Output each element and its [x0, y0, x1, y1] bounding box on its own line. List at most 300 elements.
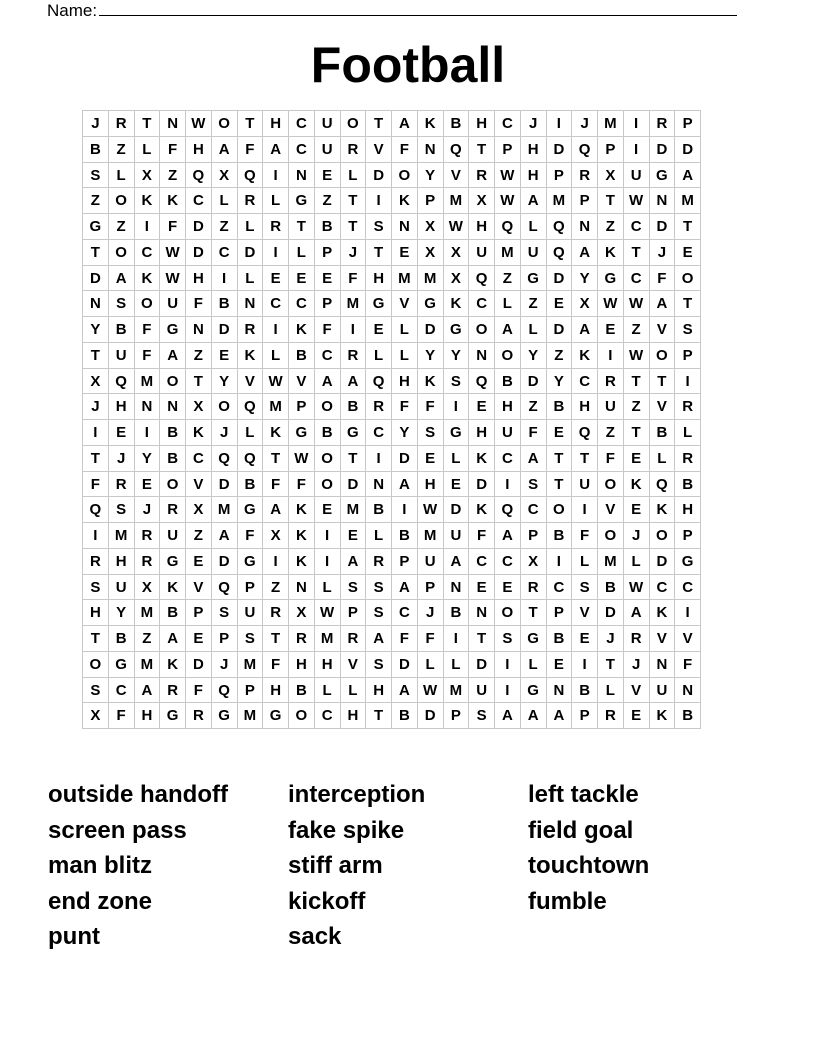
grid-cell: M	[675, 188, 701, 214]
grid-cell: K	[650, 497, 676, 523]
grid-cell: D	[547, 266, 573, 292]
grid-cell: Q	[186, 163, 212, 189]
grid-cell: K	[186, 420, 212, 446]
grid-cell: T	[650, 369, 676, 395]
grid-cell: S	[212, 600, 238, 626]
grid-cell: S	[109, 497, 135, 523]
grid-cell: D	[238, 240, 264, 266]
grid-cell: N	[186, 317, 212, 343]
grid-cell: C	[109, 678, 135, 704]
grid-cell: X	[418, 214, 444, 240]
grid-cell: F	[418, 394, 444, 420]
grid-cell: I	[263, 549, 289, 575]
grid-cell: I	[444, 626, 470, 652]
grid-cell: D	[469, 652, 495, 678]
grid-cell: P	[418, 188, 444, 214]
grid-cell: A	[572, 240, 598, 266]
grid-cell: D	[212, 317, 238, 343]
grid-cell: T	[341, 214, 367, 240]
grid-cell: P	[238, 575, 264, 601]
grid-cell: C	[572, 369, 598, 395]
grid-cell: L	[263, 188, 289, 214]
grid-cell: O	[495, 600, 521, 626]
grid-cell: E	[418, 446, 444, 472]
grid-cell: B	[212, 291, 238, 317]
grid-cell: Q	[212, 446, 238, 472]
grid-cell: F	[341, 266, 367, 292]
grid-cell: K	[160, 652, 186, 678]
grid-cell: R	[341, 343, 367, 369]
grid-cell: L	[212, 188, 238, 214]
grid-cell: R	[263, 600, 289, 626]
grid-cell: J	[83, 394, 109, 420]
grid-cell: X	[572, 291, 598, 317]
word-list-item: interception	[288, 781, 426, 808]
grid-cell: B	[109, 626, 135, 652]
grid-cell: G	[521, 266, 547, 292]
grid-cell: V	[650, 394, 676, 420]
grid-cell: Q	[547, 240, 573, 266]
grid-cell: I	[392, 497, 418, 523]
grid-cell: L	[289, 240, 315, 266]
grid-cell: D	[469, 472, 495, 498]
grid-cell: T	[598, 652, 624, 678]
grid-cell: G	[675, 549, 701, 575]
grid-cell: C	[289, 291, 315, 317]
grid-cell: H	[315, 652, 341, 678]
grid-cell: D	[650, 137, 676, 163]
grid-cell: K	[469, 446, 495, 472]
grid-cell: D	[186, 214, 212, 240]
grid-cell: I	[263, 163, 289, 189]
grid-cell: Z	[495, 266, 521, 292]
grid-cell: T	[263, 446, 289, 472]
grid-cell: O	[109, 188, 135, 214]
grid-cell: B	[598, 575, 624, 601]
grid-cell: A	[392, 575, 418, 601]
grid-cell: N	[135, 394, 161, 420]
grid-cell: T	[263, 626, 289, 652]
grid-cell: A	[547, 703, 573, 729]
word-list-item: fumble	[528, 887, 607, 915]
grid-cell: U	[572, 472, 598, 498]
grid-cell: Q	[444, 137, 470, 163]
grid-cell: F	[160, 137, 186, 163]
grid-cell: V	[392, 291, 418, 317]
grid-cell: T	[547, 472, 573, 498]
word-list-item: end zone	[48, 887, 153, 915]
grid-cell: X	[83, 703, 109, 729]
grid-cell: S	[83, 163, 109, 189]
grid-cell: B	[315, 420, 341, 446]
grid-cell: J	[624, 652, 650, 678]
grid-cell: Z	[521, 394, 547, 420]
grid-cell: T	[675, 291, 701, 317]
grid-cell: K	[289, 523, 315, 549]
grid-cell: S	[444, 369, 470, 395]
grid-cell: A	[366, 626, 392, 652]
grid-cell: N	[675, 678, 701, 704]
grid-cell: H	[109, 394, 135, 420]
grid-cell: L	[341, 678, 367, 704]
grid-cell: R	[366, 394, 392, 420]
grid-cell: F	[109, 703, 135, 729]
grid-cell: Z	[624, 394, 650, 420]
grid-cell: V	[366, 137, 392, 163]
grid-cell: A	[675, 163, 701, 189]
grid-cell: R	[624, 626, 650, 652]
grid-cell: K	[238, 343, 264, 369]
word-list-item: punt	[48, 923, 100, 950]
grid-cell: O	[160, 369, 186, 395]
grid-cell: H	[418, 472, 444, 498]
grid-cell: Y	[572, 266, 598, 292]
grid-cell: C	[186, 188, 212, 214]
grid-cell: Y	[109, 600, 135, 626]
grid-cell: Q	[238, 394, 264, 420]
grid-cell: F	[186, 291, 212, 317]
grid-cell: H	[469, 420, 495, 446]
grid-cell: P	[521, 523, 547, 549]
grid-cell: E	[392, 240, 418, 266]
grid-cell: G	[212, 703, 238, 729]
grid-cell: L	[341, 163, 367, 189]
name-field[interactable]	[47, 0, 737, 20]
grid-cell: N	[650, 652, 676, 678]
grid-cell: T	[341, 446, 367, 472]
grid-cell: X	[135, 163, 161, 189]
grid-cell: I	[495, 652, 521, 678]
grid-cell: T	[572, 446, 598, 472]
grid-cell: T	[547, 446, 573, 472]
grid-cell: M	[598, 549, 624, 575]
grid-cell: P	[418, 575, 444, 601]
grid-cell: G	[598, 266, 624, 292]
grid-cell: O	[135, 291, 161, 317]
grid-cell: H	[495, 394, 521, 420]
grid-cell: F	[392, 626, 418, 652]
grid-cell: Z	[212, 214, 238, 240]
grid-cell: A	[109, 266, 135, 292]
grid-cell: E	[469, 575, 495, 601]
grid-cell: I	[675, 369, 701, 395]
grid-cell: H	[366, 678, 392, 704]
grid-cell: X	[263, 523, 289, 549]
grid-cell: U	[160, 523, 186, 549]
grid-cell: J	[83, 111, 109, 137]
grid-cell: I	[366, 188, 392, 214]
grid-cell: M	[135, 652, 161, 678]
grid-cell: Y	[521, 343, 547, 369]
grid-cell: A	[521, 446, 547, 472]
grid-cell: P	[392, 549, 418, 575]
grid-cell: N	[469, 343, 495, 369]
grid-cell: K	[263, 420, 289, 446]
grid-cell: I	[495, 678, 521, 704]
grid-cell: E	[547, 652, 573, 678]
grid-cell: F	[315, 317, 341, 343]
grid-cell: N	[547, 678, 573, 704]
grid-cell: G	[83, 214, 109, 240]
grid-cell: K	[624, 472, 650, 498]
grid-cell: W	[160, 266, 186, 292]
grid-cell: Q	[547, 214, 573, 240]
grid-cell: T	[186, 369, 212, 395]
grid-cell: A	[160, 626, 186, 652]
grid-cell: D	[83, 266, 109, 292]
grid-cell: B	[160, 420, 186, 446]
grid-cell: O	[650, 523, 676, 549]
grid-cell: X	[186, 497, 212, 523]
grid-cell: M	[444, 188, 470, 214]
grid-cell: Q	[212, 678, 238, 704]
grid-cell: H	[289, 652, 315, 678]
grid-cell: D	[366, 163, 392, 189]
grid-cell: F	[263, 652, 289, 678]
grid-cell: V	[186, 575, 212, 601]
grid-cell: B	[547, 626, 573, 652]
grid-cell: I	[366, 446, 392, 472]
word-list-item: stiff arm	[288, 852, 383, 879]
grid-cell: A	[495, 523, 521, 549]
grid-cell: H	[392, 369, 418, 395]
grid-cell: Z	[160, 163, 186, 189]
grid-cell: C	[263, 291, 289, 317]
grid-cell: S	[83, 575, 109, 601]
grid-cell: O	[598, 523, 624, 549]
grid-cell: M	[444, 678, 470, 704]
grid-cell: M	[418, 266, 444, 292]
page-title: Football	[310, 37, 506, 93]
grid-cell: N	[289, 575, 315, 601]
grid-cell: N	[160, 394, 186, 420]
grid-cell: I	[495, 472, 521, 498]
grid-cell: I	[83, 420, 109, 446]
grid-cell: W	[160, 240, 186, 266]
grid-cell: K	[160, 188, 186, 214]
grid-cell: T	[469, 137, 495, 163]
grid-cell: M	[495, 240, 521, 266]
grid-cell: F	[650, 266, 676, 292]
grid-cell: P	[444, 703, 470, 729]
grid-cell: F	[135, 343, 161, 369]
grid-cell: C	[495, 446, 521, 472]
grid-cell: C	[289, 137, 315, 163]
grid-cell: V	[624, 678, 650, 704]
grid-cell: S	[469, 703, 495, 729]
grid-cell: U	[160, 291, 186, 317]
grid-cell: V	[289, 369, 315, 395]
grid-cell: I	[212, 266, 238, 292]
grid-cell: H	[469, 111, 495, 137]
grid-cell: P	[315, 291, 341, 317]
grid-cell: E	[547, 291, 573, 317]
grid-cell: Z	[598, 214, 624, 240]
grid-cell: J	[624, 523, 650, 549]
grid-cell: D	[186, 652, 212, 678]
grid-cell: O	[675, 266, 701, 292]
grid-cell: C	[212, 240, 238, 266]
grid-cell: J	[598, 626, 624, 652]
grid-cell: L	[392, 317, 418, 343]
grid-cell: M	[212, 497, 238, 523]
grid-cell: Q	[572, 420, 598, 446]
grid-cell: D	[598, 600, 624, 626]
grid-cell: H	[469, 214, 495, 240]
grid-cell: I	[83, 523, 109, 549]
grid-cell: W	[418, 678, 444, 704]
grid-cell: B	[392, 703, 418, 729]
grid-cell: U	[624, 163, 650, 189]
grid-cell: H	[186, 266, 212, 292]
grid-cell: E	[212, 343, 238, 369]
grid-cell: N	[160, 111, 186, 137]
grid-cell: R	[341, 137, 367, 163]
grid-cell: X	[598, 163, 624, 189]
grid-cell: Z	[186, 343, 212, 369]
grid-cell: P	[547, 600, 573, 626]
grid-cell: X	[418, 240, 444, 266]
grid-cell: U	[650, 678, 676, 704]
grid-cell: B	[444, 600, 470, 626]
grid-cell: G	[160, 549, 186, 575]
grid-cell: K	[289, 549, 315, 575]
grid-cell: K	[598, 240, 624, 266]
grid-cell: T	[83, 343, 109, 369]
grid-cell: I	[547, 111, 573, 137]
grid-cell: C	[624, 214, 650, 240]
grid-cell: Y	[135, 446, 161, 472]
grid-cell: K	[469, 497, 495, 523]
grid-cell: Z	[83, 188, 109, 214]
grid-cell: P	[675, 523, 701, 549]
letter-grid	[82, 110, 701, 729]
word-list	[0, 781, 816, 981]
grid-cell: E	[315, 163, 341, 189]
grid-cell: C	[675, 575, 701, 601]
grid-cell: F	[83, 472, 109, 498]
grid-cell: R	[109, 472, 135, 498]
grid-cell: K	[444, 291, 470, 317]
grid-cell: R	[469, 163, 495, 189]
grid-cell: C	[547, 575, 573, 601]
grid-cell: V	[444, 163, 470, 189]
grid-cell: R	[238, 188, 264, 214]
word-list-item: left tackle	[528, 781, 639, 808]
grid-cell: A	[624, 600, 650, 626]
grid-cell: Z	[109, 214, 135, 240]
grid-cell: T	[289, 214, 315, 240]
grid-cell: I	[624, 111, 650, 137]
grid-cell: E	[624, 703, 650, 729]
grid-cell: V	[650, 626, 676, 652]
grid-cell: S	[366, 214, 392, 240]
grid-cell: W	[495, 188, 521, 214]
grid-cell: P	[675, 343, 701, 369]
grid-cell: A	[341, 369, 367, 395]
grid-cell: T	[624, 240, 650, 266]
grid-cell: F	[289, 472, 315, 498]
grid-cell: X	[289, 600, 315, 626]
grid-cell: H	[263, 678, 289, 704]
word-list-item: kickoff	[288, 887, 366, 915]
grid-cell: I	[263, 317, 289, 343]
grid-cell: T	[624, 420, 650, 446]
grid-cell: J	[135, 497, 161, 523]
grid-cell: K	[392, 188, 418, 214]
grid-cell: G	[444, 317, 470, 343]
grid-cell: H	[521, 163, 547, 189]
grid-cell: E	[135, 472, 161, 498]
grid-cell: M	[238, 652, 264, 678]
grid-cell: I	[598, 343, 624, 369]
grid-cell: C	[650, 575, 676, 601]
grid-cell: H	[572, 394, 598, 420]
grid-cell: Z	[315, 188, 341, 214]
grid-cell: D	[547, 137, 573, 163]
grid-cell: F	[418, 626, 444, 652]
grid-cell: Z	[135, 626, 161, 652]
grid-cell: X	[469, 188, 495, 214]
grid-cell: V	[186, 472, 212, 498]
grid-cell: C	[366, 420, 392, 446]
grid-cell: Y	[444, 343, 470, 369]
grid-cell: I	[135, 420, 161, 446]
grid-cell: F	[186, 678, 212, 704]
grid-cell: F	[675, 652, 701, 678]
grid-cell: R	[598, 369, 624, 395]
grid-cell: H	[263, 111, 289, 137]
grid-cell: Q	[469, 369, 495, 395]
grid-cell: L	[238, 266, 264, 292]
grid-cell: J	[212, 652, 238, 678]
word-list-item: outside handoff	[48, 781, 228, 808]
grid-cell: S	[366, 600, 392, 626]
grid-cell: H	[675, 497, 701, 523]
grid-cell: A	[495, 317, 521, 343]
grid-cell: C	[469, 291, 495, 317]
grid-cell: B	[366, 497, 392, 523]
grid-cell: S	[366, 652, 392, 678]
grid-cell: R	[675, 394, 701, 420]
grid-cell: P	[598, 137, 624, 163]
grid-cell: O	[109, 240, 135, 266]
grid-cell: P	[572, 188, 598, 214]
grid-cell: Y	[83, 317, 109, 343]
grid-cell: L	[238, 420, 264, 446]
grid-cell: N	[572, 214, 598, 240]
grid-cell: W	[186, 111, 212, 137]
grid-cell: V	[341, 652, 367, 678]
grid-cell: A	[263, 497, 289, 523]
grid-cell: M	[547, 188, 573, 214]
grid-cell: A	[212, 523, 238, 549]
grid-cell: E	[109, 420, 135, 446]
grid-cell: L	[444, 446, 470, 472]
grid-cell: E	[624, 446, 650, 472]
grid-cell: J	[341, 240, 367, 266]
grid-cell: E	[572, 626, 598, 652]
grid-cell: L	[135, 137, 161, 163]
grid-cell: B	[83, 137, 109, 163]
grid-cell: Q	[83, 497, 109, 523]
grid-cell: L	[521, 214, 547, 240]
grid-cell: E	[469, 394, 495, 420]
grid-cell: B	[289, 343, 315, 369]
grid-cell: A	[572, 317, 598, 343]
grid-cell: E	[624, 497, 650, 523]
grid-cell: Z	[109, 137, 135, 163]
